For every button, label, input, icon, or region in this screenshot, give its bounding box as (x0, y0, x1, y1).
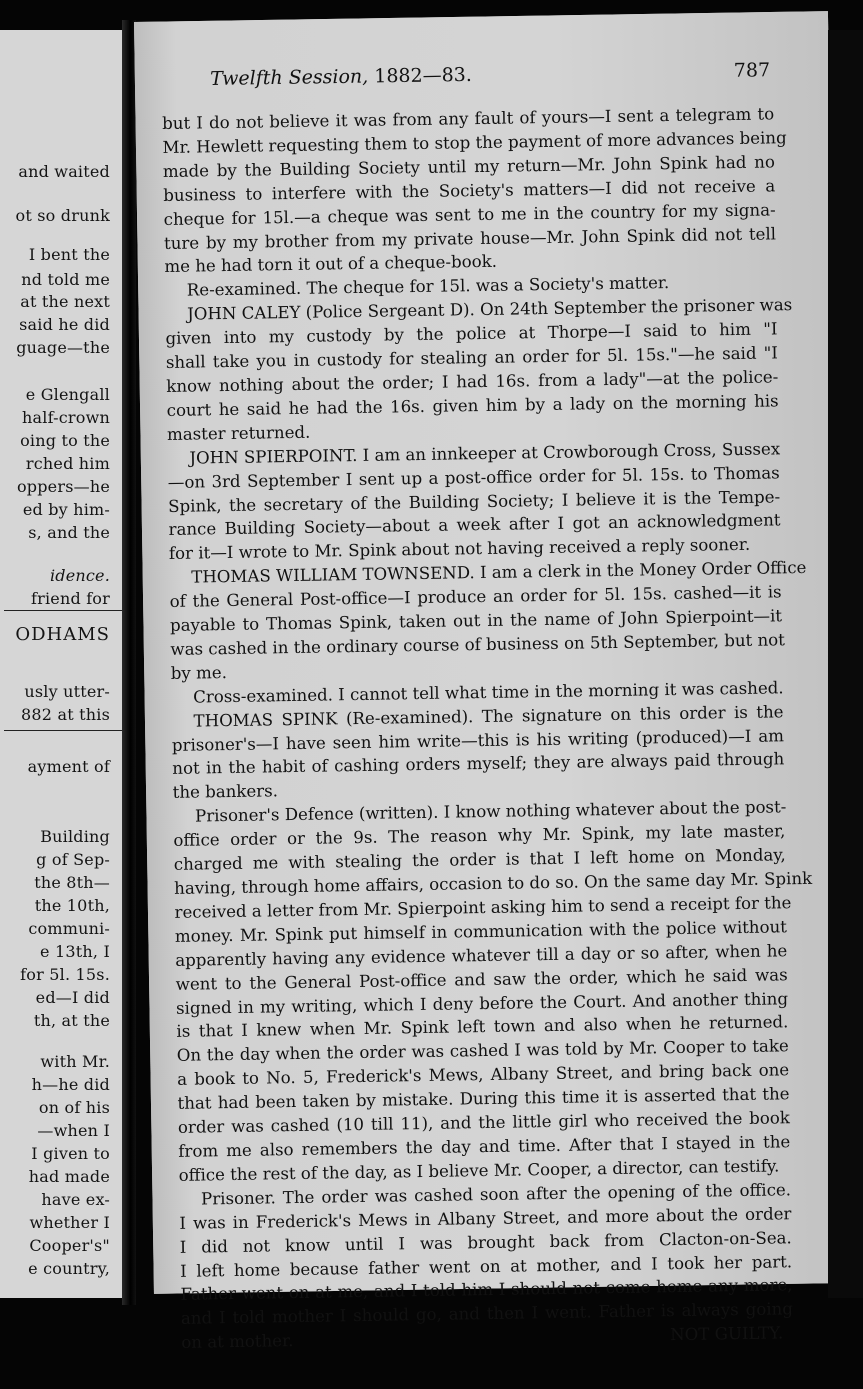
text-line: Spink, the secretary of the Building Society; I believe it is the Tempe- (168, 486, 781, 516)
text-line: business to interfere with the Society's matters—I did not receive a (163, 176, 776, 205)
text-line: charged me with stealing the order is that I left home on Monday, (173, 845, 786, 874)
left-page-fragment: 882 at this (21, 705, 110, 724)
text-line: is that I knew when Mr. Spink left town and also when he returned. (176, 1012, 789, 1042)
text-line: JOHN SPIERPOINT. I am an innkeeper at Crowborough Cross, Sussex (189, 439, 781, 468)
text-line: not in the habit of cashing orders myself; they are always paid through (172, 749, 785, 779)
text-line: THOMAS SPINK (Re-examined). The signature on this order is the (193, 701, 784, 731)
paragraph (165, 294, 793, 447)
text-line: was cashed in the ordinary course of business on 5th September, but not (170, 630, 785, 659)
left-page-fragment: ot so drunk (15, 206, 110, 225)
text-line: Re-examined. The cheque for 15l. was a Society's matter. (186, 273, 670, 300)
text-line: but I do not believe it was from any fault of yours—I sent a telegram to (162, 104, 775, 133)
text-line: made by the Building Society until my return—Mr. John Spink had no (162, 152, 776, 181)
text-line: went to the General Post-office and saw the order, which he said was (175, 964, 788, 994)
left-page-fragment: I bent the (28, 245, 110, 264)
left-page-fragment: e 13th, I (40, 942, 110, 961)
text-line: I was in Frederick's Mews in Albany Street, and more about the order (179, 1203, 792, 1233)
paragraph (162, 102, 787, 279)
text-line: JOHN CALEY (Police Sergeant D). On 24th September the prisoner was (187, 295, 793, 324)
left-page (0, 30, 122, 1298)
left-page-fragment: —when I (37, 1121, 110, 1140)
left-page-fragment: communi- (28, 919, 110, 938)
text-line: me he had torn it out of a cheque-book. (164, 252, 498, 277)
left-page-rule (4, 610, 122, 611)
left-page-fragment: guage—the (16, 338, 110, 357)
paragraph (167, 437, 781, 566)
text-line: prisoner's—I have seen him write—this is his writing (produced)—I am (171, 725, 785, 755)
text-line: signed in my writing, which I deny before the Court. And another thing (175, 988, 789, 1018)
text-line: money. Mr. Spink put himself in communication with the police without (174, 917, 788, 946)
text-line: and I told mother I should go, and then I went. Father is always going (180, 1299, 794, 1329)
session-title: Twelfth Session, (210, 65, 369, 90)
left-page-fragment: e country, (28, 1259, 110, 1278)
text-line: master returned. (166, 422, 311, 444)
left-page-fragment: whether I (29, 1213, 110, 1232)
paragraph (173, 796, 813, 1188)
text-line: a book to No. 5, Frederick's Mews, Albany Street, and bring back one (177, 1060, 790, 1090)
left-page-fragment: s, and the (28, 523, 110, 542)
text-line: of the General Post-office—I produce an order for 5l. 15s. cashed—it is (169, 582, 782, 612)
left-page-fragment: ODHAMS (15, 624, 110, 645)
text-line: shall take you in custody for stealing an order for 5l. 15s."—he said "I (165, 343, 779, 373)
text-line: for it—I wrote to Mr. Spink about not having received a reply sooner. (168, 535, 751, 564)
text-line: cheque for 15l.—a cheque was sent to me in the country for my signa- (163, 200, 776, 229)
paragraph (171, 700, 784, 805)
text-line: THOMAS WILLIAM TOWNSEND. I am a clerk in the Money Order Office (191, 558, 807, 587)
left-page-fragment: had made (28, 1167, 110, 1186)
left-page-fragment: half-crown (22, 408, 110, 427)
book-gutter (122, 20, 136, 1305)
text-line: —on 3rd September I sent up a post-office order for 5l. 15s. to Thomas (167, 462, 780, 492)
closing-line: on at mother. (181, 1331, 294, 1352)
text-line: Cross-examined. I cannot tell what time in the morning it was cashed. (193, 678, 784, 707)
left-page-fragment: ed by him- (22, 500, 110, 519)
text-line: apparently having any evidence whatever till a day or so after, when he (175, 941, 788, 970)
text-line: received a letter from Mr. Spierpoint asking him to send a receipt for the (174, 893, 792, 922)
left-page-fragment: ed—I did (35, 988, 110, 1007)
left-page-fragment: Building (40, 827, 110, 846)
left-page-fragment: th, at the (33, 1011, 110, 1030)
left-page-fragment: oppers—he (16, 477, 110, 496)
left-page-fragment: and waited (18, 162, 110, 181)
text-line: Mr. Hewlett requesting them to stop the payment of more advances being (162, 128, 787, 157)
left-page-fragment: on of his (38, 1098, 110, 1117)
text-line: rance Building Society—about a week after I got an acknowledgment (168, 510, 781, 540)
left-page-fragment: usly utter- (24, 682, 110, 701)
text-line: Prisoner's Defence (written). I know nothing whatever about the post- (194, 797, 787, 826)
left-page-fragment: with Mr. (40, 1052, 110, 1071)
left-page-fragment: for 5l. 15s. (20, 965, 110, 984)
left-page-fragment: rched him (25, 454, 110, 473)
text-line: court he said he had the 16s. given him by a lady on the morning his (166, 391, 779, 420)
left-page-fragment: said he did (19, 315, 110, 334)
left-page-fragment: the 8th— (34, 873, 110, 892)
session-years: 1882—83. (374, 63, 473, 88)
text-line: know nothing about the order; I had 16s. from a lady"—at the police- (166, 367, 779, 396)
text-line: office the rest of the day, as I believe Mr. Cooper, a director, can testify. (178, 1156, 780, 1185)
left-page-fragment: the 10th, (34, 896, 110, 915)
left-page-fragment: idence. (49, 566, 110, 585)
verdict: NOT GUILTY. (670, 1323, 784, 1345)
paragraph (179, 1178, 793, 1331)
text-line: On the day when the order was cashed I was told by Mr. Cooper to take (176, 1036, 789, 1066)
text-line: that had been taken by mistake. During this time it is asserted that the (177, 1084, 790, 1114)
page-number: 787 (733, 59, 771, 82)
text-line: ture by my brother from my private house—Mr. John Spink did not tell (163, 223, 777, 253)
paragraph (169, 557, 807, 686)
text-line: I did not know until I was brought back from Clacton-on-Sea. (179, 1227, 792, 1257)
left-page-fragment: I given to (31, 1144, 110, 1163)
text-line: from me also remembers the day and time. After that I stayed in the (178, 1132, 791, 1161)
left-page-fragment: have ex- (41, 1190, 110, 1209)
text-line: I left home because father went on at mother, and I took her part. (180, 1251, 793, 1281)
text-line: office order or the 9s. The reason why Mr. Spink, my late master, (173, 821, 786, 851)
trial-transcript (162, 102, 813, 1354)
text-line: given into my custody by the police at Thorpe—I said to him "I (165, 319, 778, 349)
text-line: Prisoner. The order was cashed soon after the opening of the office. (200, 1180, 792, 1209)
left-page-fragment: e Glengall (25, 385, 110, 404)
text-line: the bankers. (172, 781, 279, 803)
left-page-fragment: h—he did (31, 1075, 110, 1094)
page-edge-shadow (828, 30, 863, 1298)
left-page-fragment: ayment of (27, 757, 110, 776)
text-line: by me. (170, 662, 228, 683)
left-page-fragment: at the next (20, 292, 110, 311)
text-line: order was cashed (10 till 11), and the little girl who received the book (177, 1108, 791, 1137)
left-page-fragment: Cooper's" (29, 1236, 110, 1255)
left-page-fragment: friend for (31, 589, 110, 608)
left-page-fragment: g of Sep- (36, 850, 110, 869)
text-line: Father went on at me, and I told him I should not come home any more, (180, 1275, 793, 1305)
left-page-rule (4, 730, 122, 731)
text-line: having, through home affairs, occasion to do so. On the same day Mr. Spink (174, 868, 813, 898)
left-page-fragment: oing to the (20, 431, 110, 450)
left-page-fragment: nd told me (21, 270, 110, 289)
text-line: payable to Thomas Spink, taken out in the name of John Spierpoint—it (169, 606, 783, 635)
